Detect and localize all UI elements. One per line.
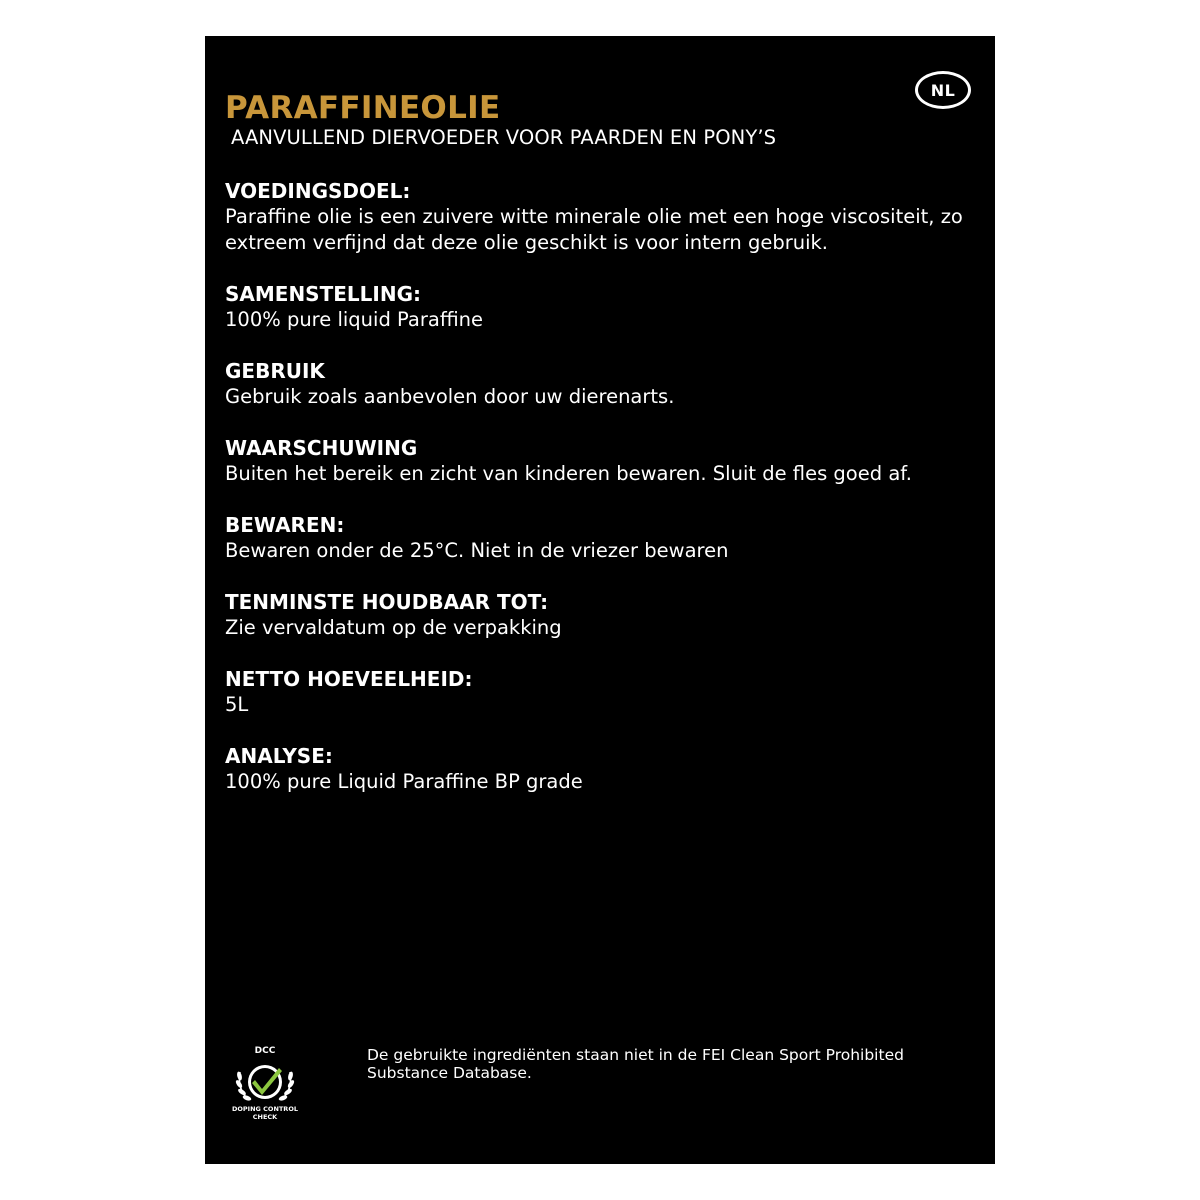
section-bewaren <box>225 512 975 564</box>
section-houdbaarheid <box>225 589 975 641</box>
product-label <box>205 36 995 1164</box>
section-text: Bewaren onder de 25°C. Niet in de vriezer bewaren <box>225 539 729 562</box>
section-heading: GEBRUIK <box>225 359 325 383</box>
section-text: 100% pure Liquid Paraffine BP grade <box>225 770 583 793</box>
section-text: Zie vervaldatum op de verpakking <box>225 616 562 639</box>
section-text: Paraffine olie is een zuivere witte minerale olie met een hoge viscositeit, zo extreem verfijnd dat deze olie geschikt is voor intern gebruik. <box>225 205 963 254</box>
section-heading: SAMENSTELLING: <box>225 282 421 306</box>
section-text: Buiten het bereik en zicht van kinderen bewaren. Sluit de fles goed af. <box>225 462 912 485</box>
dcc-logo-bottom-text-line2: CHECK <box>252 1113 278 1121</box>
section-heading: TENMINSTE HOUDBAAR TOT: <box>225 590 549 614</box>
language-badge: NL <box>915 71 971 109</box>
section-text: 100% pure liquid Paraffine <box>225 308 484 331</box>
section-waarschuwing <box>225 435 975 487</box>
doping-control-check-seal-icon <box>227 1042 303 1122</box>
section-samenstelling <box>225 281 975 333</box>
section-gebruik <box>225 358 975 410</box>
section-heading: BEWAREN: <box>225 513 345 537</box>
section-heading: NETTO HOEVEELHEID: <box>225 667 473 691</box>
section-voedingsdoel <box>225 178 975 256</box>
section-heading: WAARSCHUWING <box>225 436 418 460</box>
label-sections <box>225 178 975 820</box>
section-netto-hoeveelheid <box>225 666 975 718</box>
dcc-logo-bottom-text-line1: DOPING CONTROL <box>232 1105 298 1113</box>
section-text: Gebruik zoals aanbevolen door uw dierenarts. <box>225 385 675 408</box>
fei-database-note: De gebruikte ingrediënten staan niet in de FEI Clean Sport Prohibited Substance Database. <box>367 1046 904 1082</box>
product-title: PARAFFINEOLIE <box>225 90 501 126</box>
section-text: 5L <box>225 693 249 716</box>
product-subtitle: AANVULLEND DIERVOEDER VOOR PAARDEN EN PONY’S <box>231 126 777 149</box>
dcc-logo-top-text: DCC <box>254 1046 276 1056</box>
section-heading: ANALYSE: <box>225 744 333 768</box>
section-heading: VOEDINGSDOEL: <box>225 179 411 203</box>
section-analyse <box>225 743 975 795</box>
